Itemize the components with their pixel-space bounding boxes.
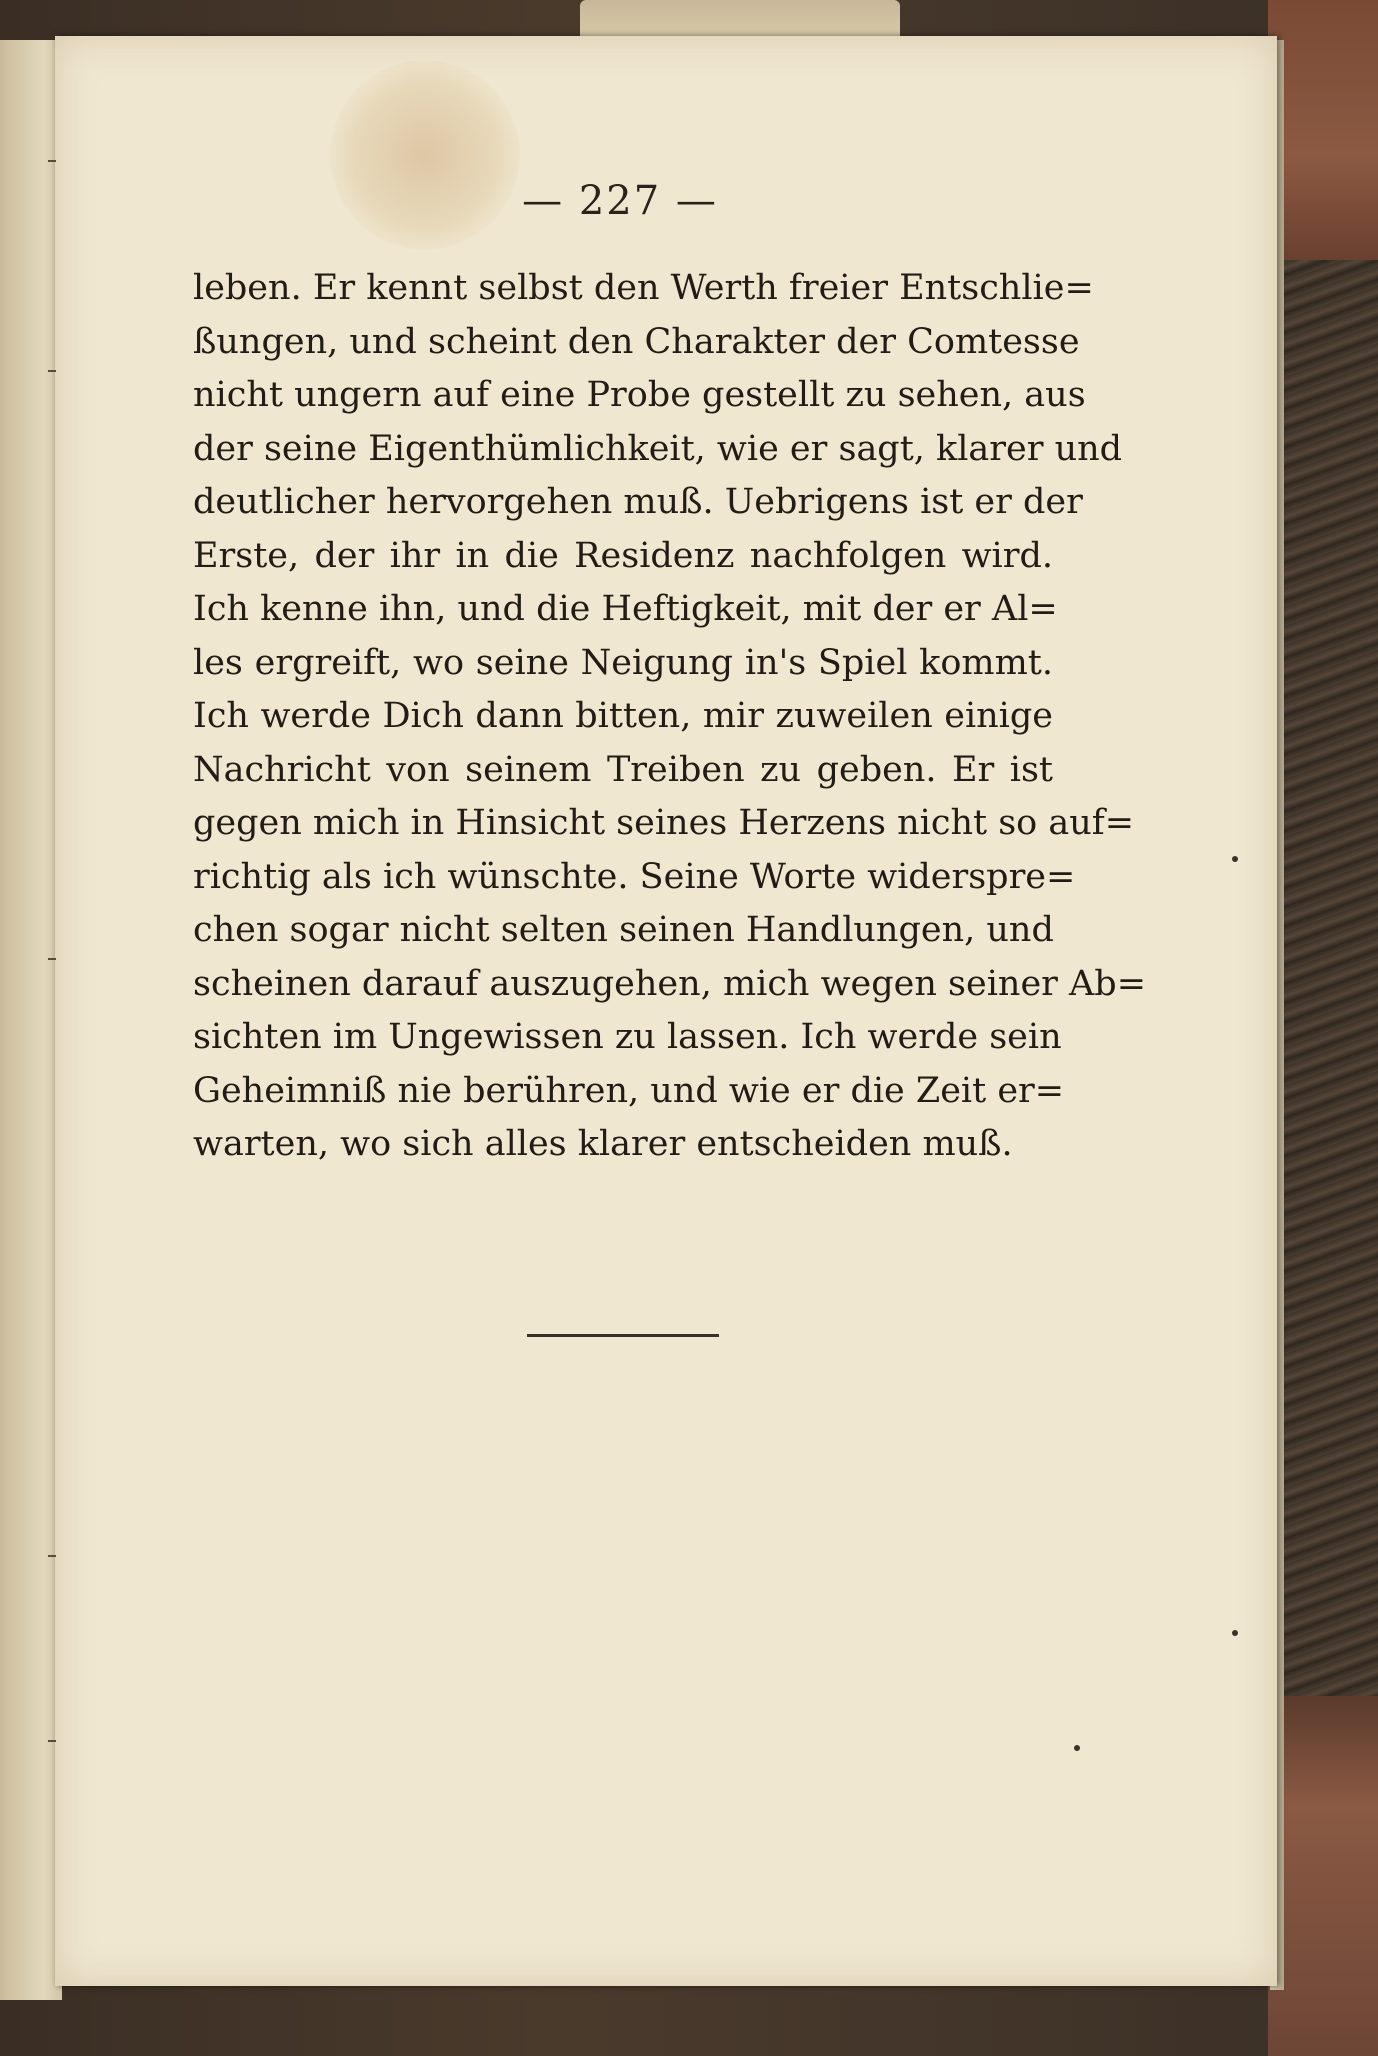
text-line: chen sogar nicht selten seinen Handlungen, und — [193, 910, 1054, 950]
text-line: leben. Er kennt selbst den Werth freier Entschlie= — [193, 268, 1094, 308]
text-line: les ergreift, wo seine Neigung in's Spiel kommt. — [193, 642, 1053, 683]
text-line: Ich werde Dich dann bitten, mir zuweilen einige — [193, 696, 1053, 736]
ink-speck — [1074, 1745, 1080, 1751]
text-line: Ich kenne ihn, und die Heftigkeit, mit der er Al= — [193, 589, 1058, 629]
text-line: Geheimniß nie berühren, und wie er die Zeit er= — [193, 1070, 1065, 1111]
text-line: richtig als ich wünschte. Seine Worte widerspre= — [193, 856, 1076, 897]
text-line: der seine Eigenthümlichkeit, wie er sagt, klarer und — [193, 428, 1123, 469]
margin-mark — [48, 1740, 56, 1742]
text-line: scheinen darauf auszugehen, mich wegen seiner Ab= — [193, 963, 1147, 1004]
left-page-edge — [0, 40, 62, 2000]
text-line: warten, wo sich alles klarer entscheiden muß. — [193, 1124, 1013, 1164]
text-line: ßungen, und scheint den Charakter der Comtesse — [193, 321, 1080, 362]
cover-corner-top — [1268, 0, 1378, 260]
margin-mark — [48, 160, 56, 162]
text-line: gegen mich in Hinsicht seines Herzens nicht so auf= — [193, 803, 1135, 843]
text-line: Erste, der ihr in die Residenz nachfolgen wird. — [193, 535, 1053, 576]
page-number-header: — 227 — — [522, 178, 718, 224]
page-tab — [580, 0, 900, 40]
ink-speck — [1232, 1630, 1238, 1636]
margin-mark — [48, 958, 56, 960]
text-line: nicht ungern auf eine Probe gestellt zu sehen, aus — [193, 375, 1086, 415]
section-divider — [527, 1334, 719, 1337]
body-text — [193, 262, 1147, 1172]
text-line: sichten im Ungewissen zu lassen. Ich werde sein — [193, 1017, 1062, 1057]
cover-corner-bottom — [1268, 1696, 1378, 2056]
text-line: deutlicher hervorgehen muß. Uebrigens ist er der — [193, 482, 1083, 522]
text-line: Nachricht von seinem Treiben zu geben. Er ist — [193, 749, 1053, 790]
ink-speck — [1232, 856, 1238, 862]
margin-mark — [48, 370, 56, 372]
margin-mark — [48, 1555, 56, 1557]
